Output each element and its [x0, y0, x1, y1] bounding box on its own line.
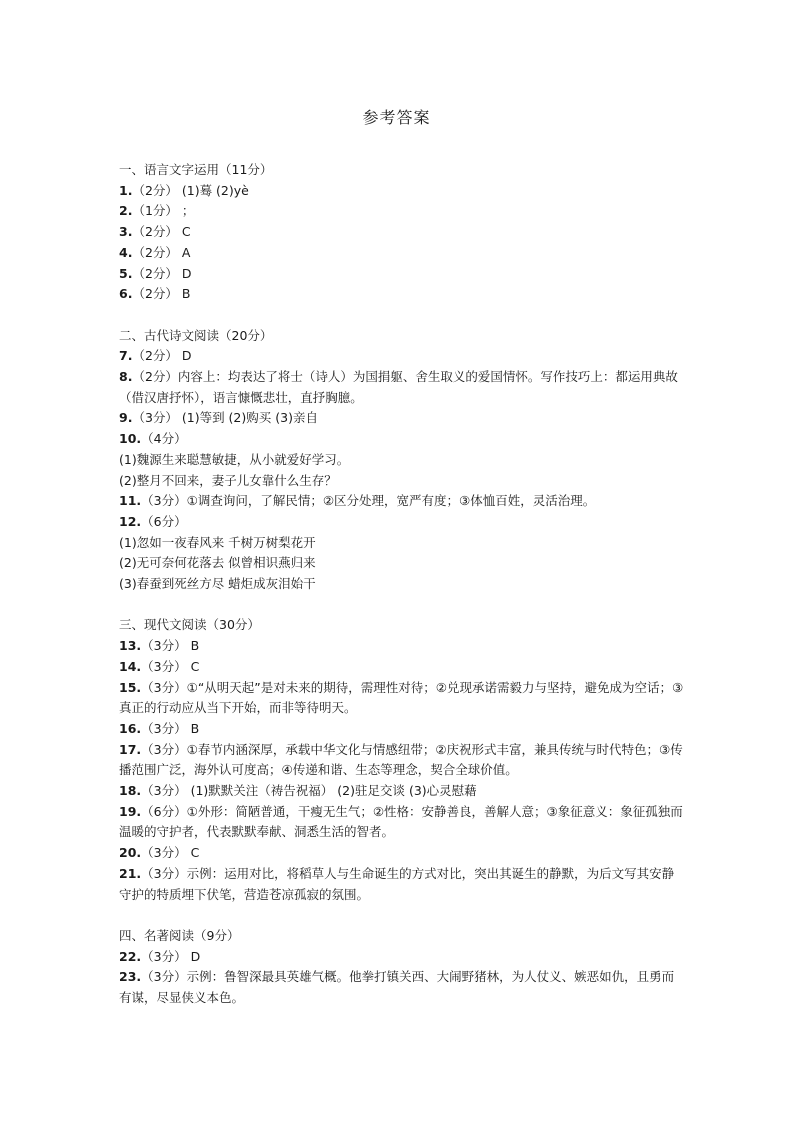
question-number: 11.	[119, 493, 142, 509]
answer-content	[119, 160, 684, 1009]
answer-line	[119, 636, 684, 657]
question-number: 15.	[119, 679, 142, 695]
section-heading: 一、语言文字运用（11分）	[119, 162, 273, 177]
question-number: 16.	[119, 720, 142, 736]
section-gap	[119, 905, 684, 926]
answer-line	[119, 367, 684, 408]
answer-text: （6分）①外形：简陋普通，干瘦无生气；②性格：安静善良，善解人意；③象征意义：象征孤独而温暖的守护者，代表默默奉献、洞悉生活的智者。	[119, 803, 683, 840]
answer-line	[119, 512, 684, 533]
answer-line	[119, 201, 684, 222]
answer-line	[119, 408, 684, 429]
answer-line	[119, 657, 684, 678]
answer-text: （2分） (1)蓦 (2)yè	[132, 182, 249, 198]
answer-line	[119, 491, 684, 512]
page-title: 参考答案	[362, 108, 431, 127]
answer-text: （3分）示例：运用对比，将稻草人与生命诞生的方式对比，突出其诞生的静默，为后文写其安静守护的特质埋下伏笔，营造苍凉孤寂的氛围。	[119, 865, 675, 902]
question-number: 14.	[119, 658, 142, 674]
question-number: 10.	[119, 431, 142, 447]
answer-line	[119, 781, 684, 802]
answer-text: (2)无可奈何花落去 似曾相识燕归来	[119, 555, 316, 571]
answer-text: (1)忽如一夜春风来 千树万树梨花开	[119, 534, 316, 550]
question-number: 1.	[119, 182, 133, 198]
answer-text: （3分） D	[141, 948, 201, 964]
answer-text: （3分） (1)等到 (2)购买 (3)亲自	[132, 410, 318, 426]
answer-line	[119, 284, 684, 305]
answer-text: （1分） ；	[132, 203, 195, 219]
answer-text: （3分）①春节内涵深厚，承载中华文化与情感纽带；②庆祝形式丰富，兼具传统与时代特色；③传播范围广泛，海外认可度高；④传递和谐、生态等理念，契合全球价值。	[119, 741, 683, 778]
question-number: 23.	[119, 969, 142, 985]
answer-text: （6分）	[141, 513, 187, 529]
question-number: 3.	[119, 224, 133, 240]
question-number: 13.	[119, 638, 142, 654]
answer-text: （3分） B	[141, 638, 200, 654]
section-language-use	[119, 160, 684, 305]
answer-text: （2分） B	[132, 286, 191, 302]
answer-text: （2分） D	[132, 265, 192, 281]
answer-text: （3分） B	[141, 720, 200, 736]
answer-text: （3分）①“从明天起”是对未来的期待，需理性对待；②兑现承诺需毅力与坚持，避免成为空话；③真正的行动应从当下开始，而非等待明天。	[119, 679, 684, 716]
question-number: 5.	[119, 265, 133, 281]
question-number: 7.	[119, 348, 133, 364]
question-number: 18.	[119, 783, 142, 799]
section-gap	[119, 595, 684, 616]
answer-line	[119, 967, 684, 1008]
answer-line	[119, 243, 684, 264]
answer-text: （3分） C	[141, 845, 200, 861]
answer-text: （3分） (1)默默关注（祷告祝福） (2)驻足交谈 (3)心灵慰藉	[141, 783, 477, 799]
section-heading: 三、现代文阅读（30分）	[119, 617, 260, 633]
answer-text: （3分） C	[141, 658, 200, 674]
answer-text: (2)整月不回来，妻子儿女靠什么生存？	[119, 472, 337, 488]
question-number: 9.	[119, 410, 133, 426]
question-number: 8.	[119, 369, 133, 385]
answer-line	[119, 740, 684, 781]
answer-subline	[119, 533, 684, 554]
answer-text: (3)春蚕到死丝方尽 蜡炬成灰泪始干	[119, 576, 316, 592]
answer-line	[119, 429, 684, 450]
question-number: 2.	[119, 203, 133, 219]
section-classics-reading	[119, 926, 684, 1009]
question-number: 4.	[119, 244, 133, 260]
question-number: 17.	[119, 741, 142, 757]
answer-subline	[119, 471, 684, 492]
answer-line	[119, 802, 684, 843]
section-heading: 四、名著阅读（9分）	[119, 927, 240, 943]
answer-line	[119, 222, 684, 243]
answer-line	[119, 864, 684, 905]
answer-subline	[119, 450, 684, 471]
answer-text: (1)魏源生来聪慧敏捷，从小就爱好学习。	[119, 451, 350, 467]
section-heading: 二、古代诗文阅读（20分）	[119, 327, 273, 343]
question-number: 21.	[119, 865, 142, 881]
answer-text: （2分） C	[132, 224, 191, 240]
answer-subline	[119, 574, 684, 595]
answer-text: （2分） D	[132, 348, 192, 364]
answer-line	[119, 843, 684, 864]
answer-text: （2分） A	[132, 244, 191, 260]
answer-line	[119, 947, 684, 968]
answer-line	[119, 181, 684, 202]
question-number: 19.	[119, 803, 142, 819]
section-classical-reading	[119, 326, 684, 595]
question-number: 12.	[119, 513, 142, 529]
answer-line	[119, 346, 684, 367]
answer-subline	[119, 553, 684, 574]
answer-text: （3分）示例：鲁智深最具英雄气概。他拳打镇关西、大闹野猪林，为人仗义、嫉恶如仇，且勇而有谋，尽显侠义本色。	[119, 969, 675, 1006]
question-number: 6.	[119, 286, 133, 302]
section-gap	[119, 305, 684, 326]
answer-line	[119, 678, 684, 719]
question-number: 22.	[119, 948, 142, 964]
answer-line	[119, 719, 684, 740]
answer-text: （4分）	[141, 431, 187, 447]
answer-line	[119, 264, 684, 285]
question-number: 20.	[119, 845, 142, 861]
section-modern-reading	[119, 615, 684, 905]
answer-text: （3分）①调查询问，了解民情；②区分处理，宽严有度；③体恤百姓，灵活治理。	[141, 493, 596, 509]
answer-text: （2分）内容上：均表达了将士（诗人）为国捐躯、舍生取义的爱国情怀。写作技巧上：都运用典故（借汉唐抒怀），语言慷慨悲壮，直抒胸臆。	[119, 369, 678, 405]
